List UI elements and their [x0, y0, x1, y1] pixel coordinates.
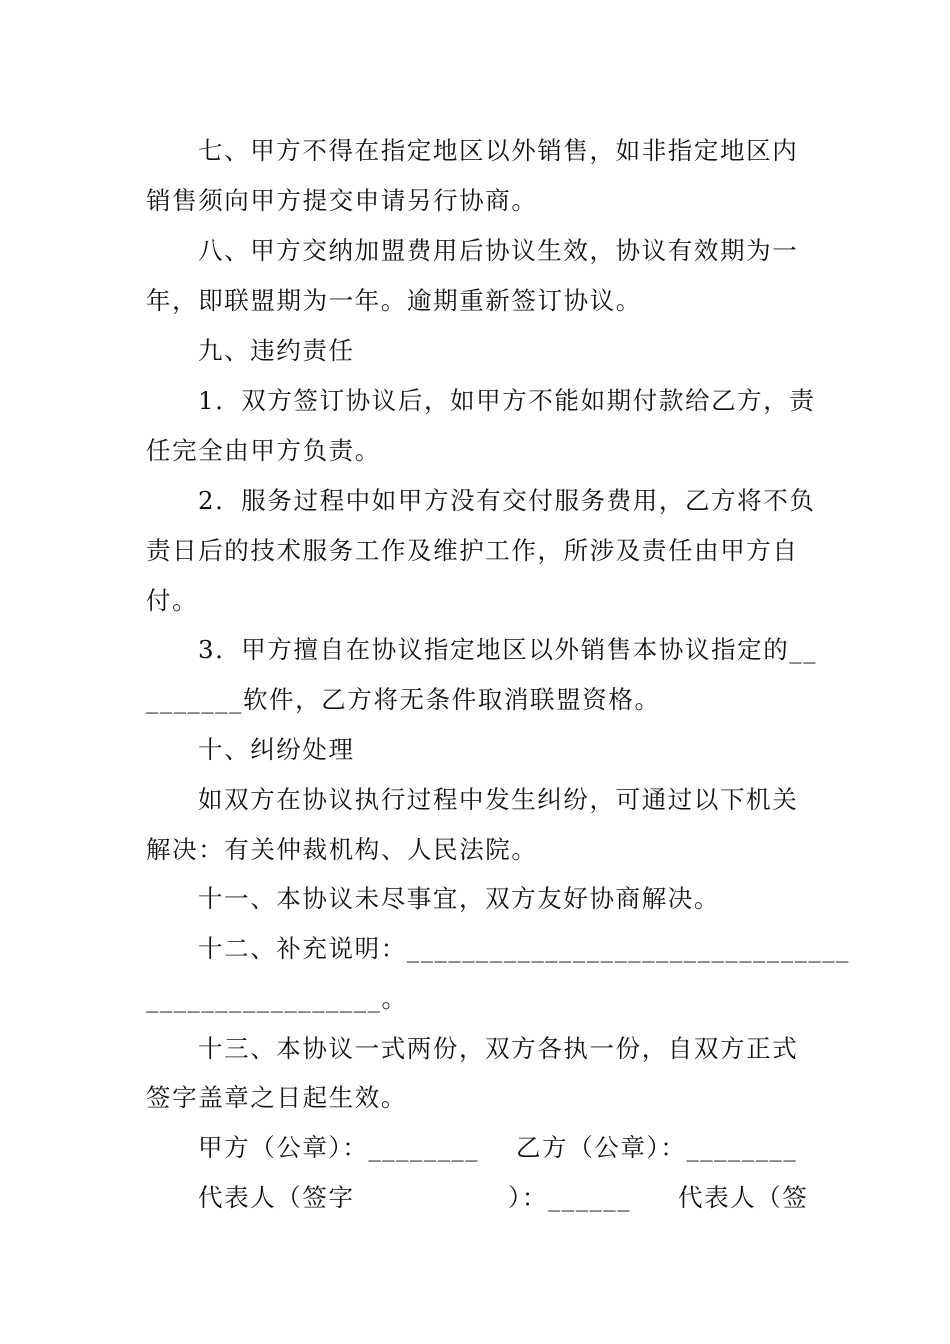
clause-13-line-2: 签字盖章之日起生效。: [146, 1083, 407, 1112]
clause-9-2-line-2: 责日后的技术服务工作及维护工作，所涉及责任由甲方自: [146, 536, 799, 565]
clause-9-heading: 九、违约责任: [198, 336, 355, 365]
clause-8-line-1: 八、甲方交纳加盟费用后协议生效，协议有效期为一: [198, 236, 799, 265]
clause-13-line-1: 十三、本协议一式两份，双方各执一份，自双方正式: [198, 1034, 799, 1063]
clause-12-line-1: 十二、补充说明：________________________________: [198, 934, 850, 963]
clause-9-3-line-1: 3．甲方擅自在协议指定地区以外销售本协议指定的__: [198, 635, 818, 664]
party-a-representative-blank: ）：______: [508, 1183, 632, 1212]
party-a-representative-label: 代表人（签字: [198, 1183, 355, 1212]
clause-9-1-line-2: 任完全由甲方负责。: [146, 436, 381, 465]
clause-9-2-line-1: 2．服务过程中如甲方没有交付服务费用，乙方将不负: [198, 486, 816, 515]
clause-9-3-line-2: _______软件，乙方将无条件取消联盟资格。: [146, 685, 661, 714]
party-b-representative-label: 代表人（签: [678, 1183, 809, 1212]
party-b-seal-label: 乙方（公章）：________: [516, 1133, 798, 1162]
clause-7-line-1: 七、甲方不得在指定地区以外销售，如非指定地区内: [198, 136, 799, 165]
party-a-seal-label: 甲方（公章）：________: [198, 1133, 480, 1162]
clause-9-2-line-3: 付。: [146, 586, 199, 615]
clause-12-line-2: _________________。: [146, 984, 408, 1013]
clause-10-heading: 十、纠纷处理: [198, 735, 355, 764]
clause-10-line-1: 如双方在协议执行过程中发生纠纷，可通过以下机关: [198, 785, 799, 814]
clause-7-line-2: 销售须向甲方提交申请另行协商。: [146, 186, 538, 215]
clause-10-line-2: 解决：有关仲裁机构、人民法院。: [146, 835, 538, 864]
clause-11-line: 十一、本协议未尽事宜，双方友好协商解决。: [198, 884, 720, 913]
clause-8-line-2: 年，即联盟期为一年。逾期重新签订协议。: [146, 286, 642, 315]
clause-9-1-line-1: 1．双方签订协议后，如甲方不能如期付款给乙方，责: [198, 386, 816, 415]
